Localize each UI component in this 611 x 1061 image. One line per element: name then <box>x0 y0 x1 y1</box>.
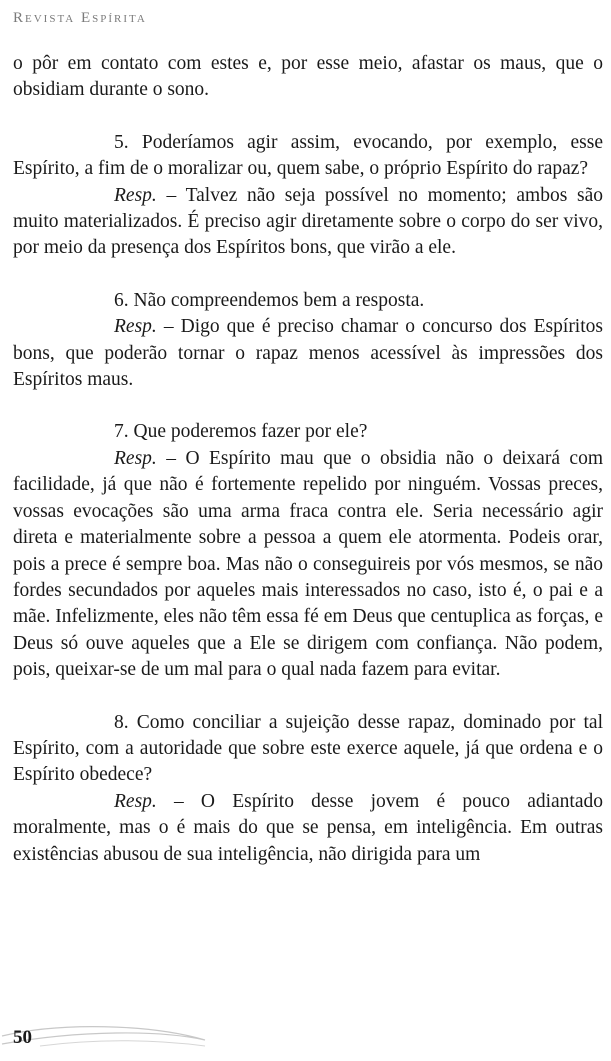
resp-dash: – <box>156 447 186 469</box>
answer-6-text: Digo que é preciso chamar o concurso dos Espíritos bons, que poderão tornar o rapaz menos acessível às impressões dos Espíritos maus. <box>13 316 603 391</box>
resp-label: Resp. <box>114 316 157 338</box>
footer-swoosh-ornament <box>0 1016 230 1061</box>
paragraph-continuation: o pôr em contato com estes e, por esse meio, afastar os maus, que o obsidiam durante o sono. <box>13 53 603 101</box>
question-7: 7. Que poderemos fazer por ele? <box>114 421 368 443</box>
resp-dash: – <box>156 316 181 338</box>
page-number: 50 <box>13 1027 32 1048</box>
resp-dash: – <box>156 184 186 206</box>
answer-5-text: Talvez não seja possível no momento; ambos são muito materializados. É preciso agir diretamente sobre o corpo do ser vivo, por meio da presença dos Espíritos bons, que virão a ele. <box>13 184 603 259</box>
answer-8 <box>13 789 603 868</box>
answer-5 <box>13 183 603 262</box>
resp-dash: – <box>156 790 201 812</box>
question-6: 6. Não compreendemos bem a resposta. <box>114 289 425 311</box>
question-8: 8. Como conciliar a sujeição desse rapaz, dominado por tal Espírito, com a autoridade que sobre este exerce aquele, já que ordena e o Espírito obedece? <box>13 711 603 786</box>
answer-7 <box>13 446 603 684</box>
answer-8-text: O Espírito desse jovem é pouco adiantado moralmente, mas o é mais do que se pensa, em inteligência. Em outras existências abusou de sua inteligência, não dirigida para um <box>13 790 603 865</box>
answer-6 <box>13 314 603 393</box>
resp-label: Resp. <box>114 790 157 812</box>
question-5: 5. Poderíamos agir assim, evocando, por exemplo, esse Espírito, a fim de o moralizar ou, quem sabe, o próprio Espírito do rapaz? <box>13 131 603 180</box>
answer-7-text: O Espírito mau que o obsidia não o deixará com facilidade, já que não é fortemente repelido por ninguém. Vossas preces, vossas evocações são uma arma fraca contra ele. Seria necessário agir direta e materialmente sobre a pessoa a quem ele atormenta. Podeis orar, pois a prece é sempre boa. Mas não o conseguireis por vós mesmos, se não fordes secundados por aqueles mais interessados no caso, isto é, o pai e a mãe. Infelizmente, eles não têm essa fé em Deus que centuplica as forças, e Deus só ouve aqueles que a Ele se dirigem com confiança. Não podem, pois, queixar-se de um mal para o qual nada fazem para evitar. <box>13 447 603 681</box>
running-header: Revista Espírita <box>13 10 147 26</box>
page-body <box>13 51 603 868</box>
resp-label: Resp. <box>114 184 157 206</box>
resp-label: Resp. <box>114 447 157 469</box>
